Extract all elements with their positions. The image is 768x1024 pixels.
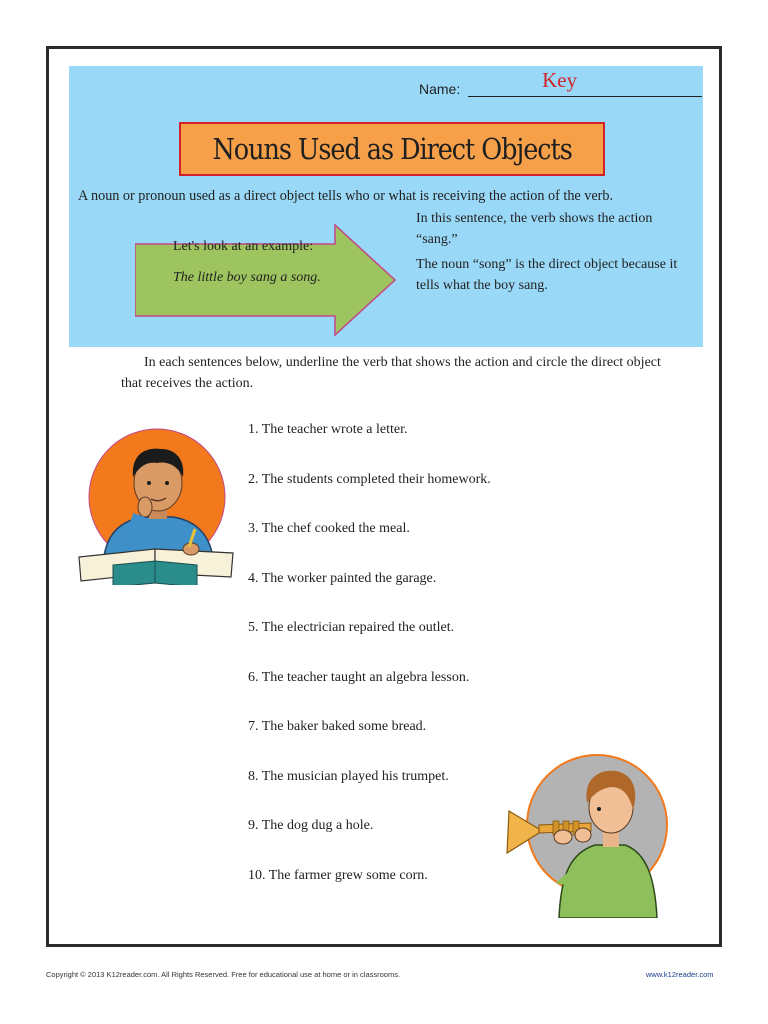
- worksheet: [46, 46, 722, 947]
- exercise-item: 2. The students completed their homework.: [248, 471, 491, 487]
- exercise-item: 5. The electrician repaired the outlet.: [248, 620, 455, 635]
- page-title: Nouns Used as Direct Objects: [212, 132, 572, 166]
- example-lead: Let's look at an example:: [173, 239, 314, 254]
- exercise-list: [248, 422, 491, 917]
- name-label: Name:: [419, 81, 461, 97]
- explanation-noun: The noun “song” is the direct object because it tells what the boy sang.: [416, 257, 678, 293]
- exercise-item: 3. The chef cooked the meal.: [248, 521, 410, 536]
- exercise-item: 10. The farmer grew some corn.: [248, 867, 428, 883]
- header-panel: [69, 66, 703, 347]
- boy-studying-illustration: [73, 425, 243, 585]
- title-box: [179, 122, 605, 176]
- exercise-item: 8. The musician played his trumpet.: [248, 768, 449, 784]
- copyright-text: Copyright © 2013 K12reader.com. All Rights Reserved. Free for educational use at home or in classrooms.: [46, 970, 401, 979]
- exercise-item: 4. The worker painted the garage.: [248, 570, 437, 586]
- exercise-item: 1. The teacher wrote a letter.: [248, 422, 408, 437]
- website-link[interactable]: www.k12reader.com: [646, 970, 714, 979]
- trumpet-player-illustration: [499, 743, 669, 918]
- exercise-item: 7. The baker baked some bread.: [248, 719, 427, 734]
- definition-text: A noun or pronoun used as a direct object tells who or what is receiving the action of the verb.: [78, 188, 614, 204]
- name-line: [468, 68, 702, 97]
- name-field: [419, 68, 702, 97]
- instructions: In each sentences below, underline the verb that shows the action and circle the direct object that receives the action.: [121, 355, 661, 391]
- explanation-verb: In this sentence, the verb shows the action “sang.”: [416, 211, 653, 247]
- example-sentence: The little boy sang a song.: [173, 270, 321, 285]
- exercise-item: 9. The dog dug a hole.: [248, 818, 374, 833]
- exercise-item: 6. The teacher taught an algebra lesson.: [248, 669, 470, 685]
- name-value: Key: [542, 68, 578, 92]
